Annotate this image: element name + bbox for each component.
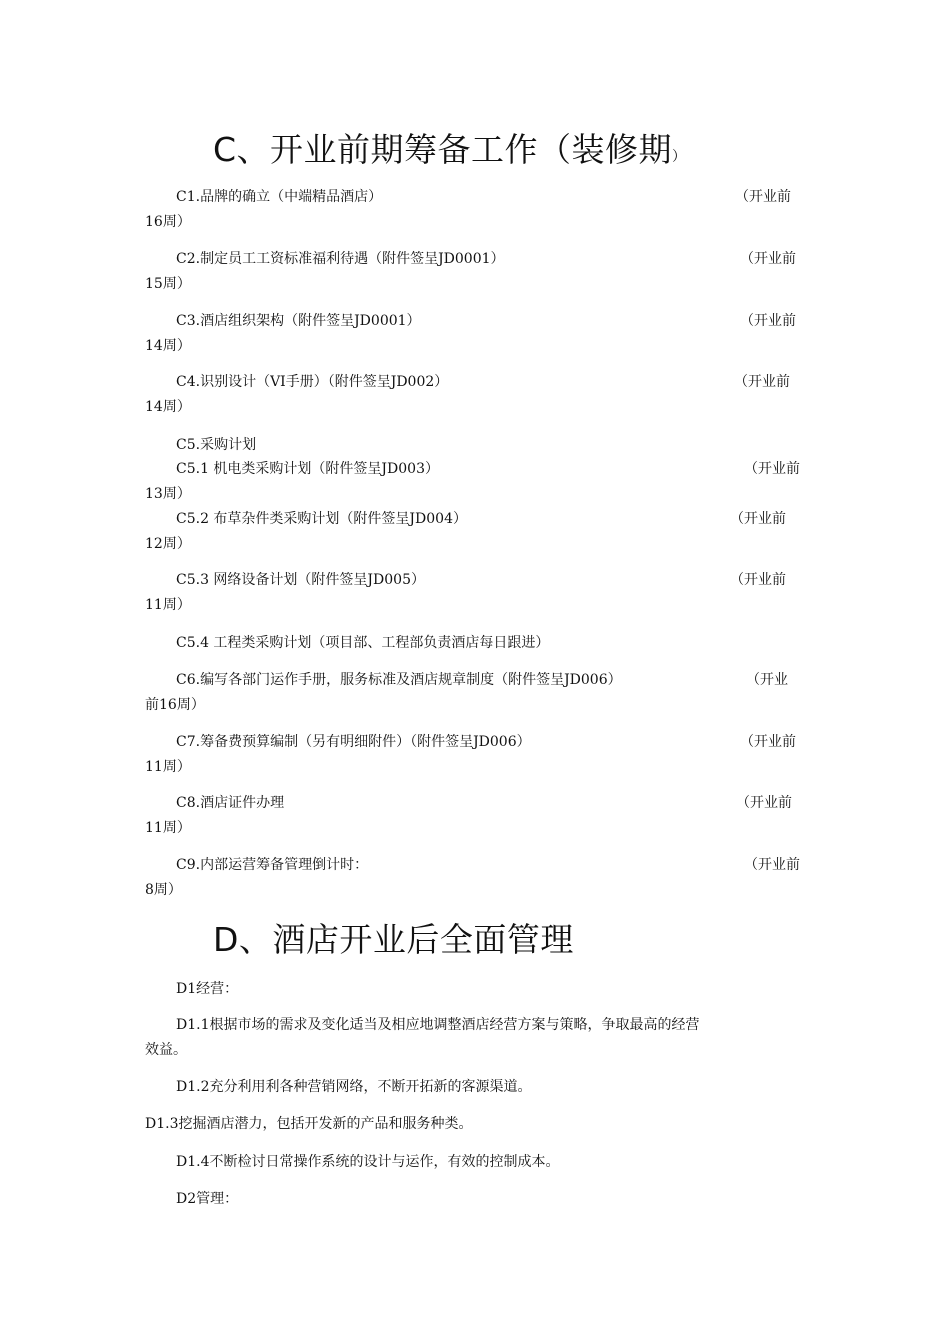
section-c-heading: [213, 130, 687, 177]
item-tail: （开业前: [736, 795, 792, 811]
list-item: [145, 309, 815, 359]
item-continuation: 12周）: [145, 536, 191, 552]
item-text: C5.3 网络设备计划（附件签呈JD005）: [176, 572, 425, 588]
item-text: C1.品牌的确立（中端精品酒店）: [176, 189, 383, 205]
list-item: [145, 631, 815, 656]
item-continuation: 11周）: [145, 820, 191, 836]
item-text: C3.酒店组织架构（附件签呈JD0001）: [176, 313, 421, 329]
list-item: [145, 568, 815, 618]
item-continuation: 14周）: [145, 399, 191, 415]
paragraph: D1.2充分利用利各种营销网络，不断开拓新的客源渠道。: [176, 1079, 532, 1095]
item-text: C5.4 工程类采购计划（项目部、工程部负责酒店每日跟进）: [176, 635, 550, 651]
item-tail: （开业前: [744, 857, 800, 873]
section-c-title: C、开业前期筹备工作（装修期: [213, 130, 673, 169]
list-item: [145, 507, 815, 557]
item-continuation: 16周）: [145, 214, 191, 230]
item-text: C5.采购计划: [176, 437, 257, 453]
paragraph: D1经营：: [176, 981, 239, 997]
item-text: C2.制定员工工资标准福利待遇（附件签呈JD0001）: [176, 251, 505, 267]
item-text: C9.内部运营筹备管理倒计时：: [176, 857, 369, 873]
list-item: [145, 247, 815, 297]
paragraph-line: D1.1根据市场的需求及变化适当及相应地调整酒店经营方案与策略，争取最高的经营: [176, 1017, 700, 1033]
item-continuation: 11周）: [145, 597, 191, 613]
item-tail: （开业前: [744, 461, 800, 477]
paragraph: D1.4不断检讨日常操作系统的设计与运作，有效的控制成本。: [176, 1154, 560, 1170]
list-item: [145, 791, 815, 841]
paragraph: D2管理：: [176, 1191, 239, 1207]
item-tail: （开业前: [740, 313, 796, 329]
list-item: [145, 668, 815, 718]
list-item: [145, 185, 815, 235]
item-text: C5.2 布草杂件类采购计划（附件签呈JD004）: [176, 511, 467, 527]
item-text: C6.编写各部门运作手册，服务标准及酒店规章制度（附件签呈JD006）: [176, 672, 622, 688]
list-item: [145, 433, 815, 458]
item-tail: （开业前: [740, 734, 796, 750]
item-text: C5.1 机电类采购计划（附件签呈JD003）: [176, 461, 439, 477]
section-c-title-suffix: ）: [672, 149, 687, 165]
item-text: C4.识别设计（VI手册）（附件签呈JD002）: [176, 374, 449, 390]
item-tail: （开业: [746, 672, 788, 688]
item-continuation: 13周）: [145, 486, 191, 502]
item-tail: （开业前: [735, 189, 791, 205]
item-continuation: 8周）: [145, 882, 182, 898]
item-continuation: 前16周）: [145, 697, 205, 713]
section-d-heading: D、酒店开业后全面管理: [213, 920, 574, 959]
list-item: [145, 457, 815, 507]
item-tail: （开业前: [734, 374, 790, 390]
item-tail: （开业前: [740, 251, 796, 267]
item-continuation: 15周）: [145, 276, 191, 292]
list-item: [145, 853, 815, 903]
paragraph: D1.3挖掘酒店潜力，包括开发新的产品和服务种类。: [145, 1116, 473, 1132]
paragraph-continuation: 效益。: [145, 1042, 187, 1058]
item-continuation: 11周）: [145, 759, 191, 775]
list-item: [145, 370, 815, 420]
item-text: C8.酒店证件办理: [176, 795, 285, 811]
list-item: [145, 730, 815, 780]
item-continuation: 14周）: [145, 338, 191, 354]
item-text: C7.筹备费预算编制（另有明细附件）（附件签呈JD006）: [176, 734, 531, 750]
item-tail: （开业前: [730, 572, 786, 588]
paragraph: [145, 1013, 805, 1063]
item-tail: （开业前: [730, 511, 786, 527]
